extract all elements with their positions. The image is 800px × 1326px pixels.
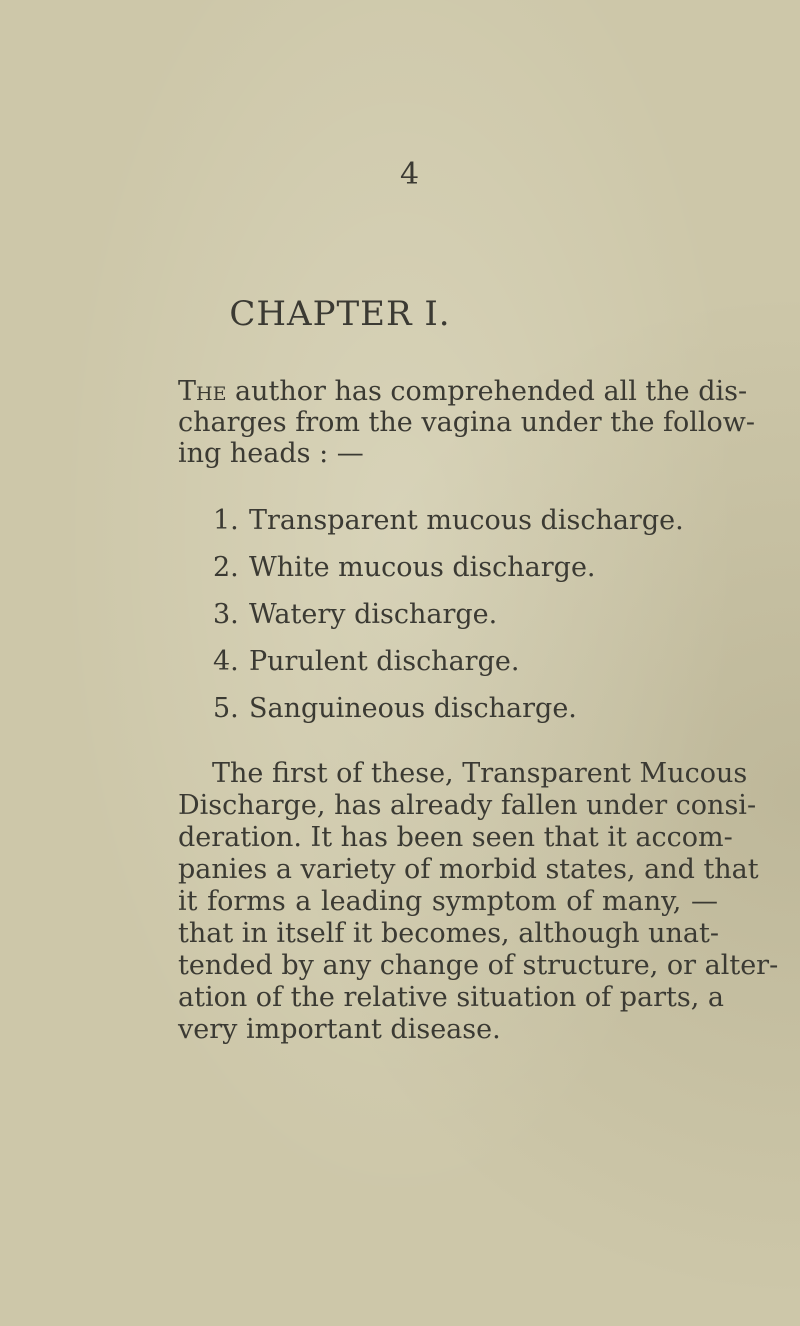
intro-lead-word: The	[178, 376, 227, 407]
list-item	[213, 591, 684, 638]
intro-line: ing heads : —	[178, 438, 364, 469]
paragraph-line: The first of these, Transparent Mucous	[212, 758, 748, 789]
list-item-text: Watery discharge.	[249, 599, 498, 630]
list-item	[213, 638, 684, 685]
paragraph-line: that in itself it becomes, although unat-	[178, 918, 719, 949]
list-item-text: Transparent mucous discharge.	[249, 505, 684, 536]
chapter-title-text: CHAPTER I.	[229, 294, 451, 334]
list-item-number: 3.	[213, 599, 239, 630]
intro-line-text: author has comprehended all the dis-	[226, 376, 748, 407]
paragraph-line: tended by any change of structure, or alter-	[178, 950, 779, 981]
paragraph-line: Discharge, has already fallen under consi-	[178, 790, 757, 821]
list-item-text: Purulent discharge.	[249, 646, 520, 677]
paragraph-line: very important disease.	[178, 1014, 501, 1045]
paragraph-line: ation of the relative situation of parts, a	[178, 982, 724, 1013]
list-item-number: 1.	[213, 505, 239, 536]
intro-line: charges from the vagina under the follow-	[178, 407, 756, 438]
list-item-number: 2.	[213, 552, 239, 583]
list-item-number: 4.	[213, 646, 239, 677]
list-item	[213, 685, 684, 732]
chapter-title	[0, 294, 680, 334]
list-item-text: White mucous discharge.	[249, 552, 596, 583]
body-paragraph	[178, 758, 779, 1046]
paragraph-line: panies a variety of morbid states, and that	[178, 854, 759, 885]
paragraph-line: it forms a leading symptom of many, —	[178, 886, 718, 917]
paragraph-line: deration. It has been seen that it accom-	[178, 822, 733, 853]
list-item	[213, 544, 684, 591]
intro-paragraph	[178, 376, 756, 469]
list-item-number: 5.	[213, 693, 239, 724]
intro-line	[178, 376, 748, 407]
page-number: 4	[400, 157, 420, 192]
list-item	[213, 497, 684, 544]
list-item-text: Sanguineous discharge.	[249, 693, 577, 724]
discharge-list	[213, 497, 684, 732]
